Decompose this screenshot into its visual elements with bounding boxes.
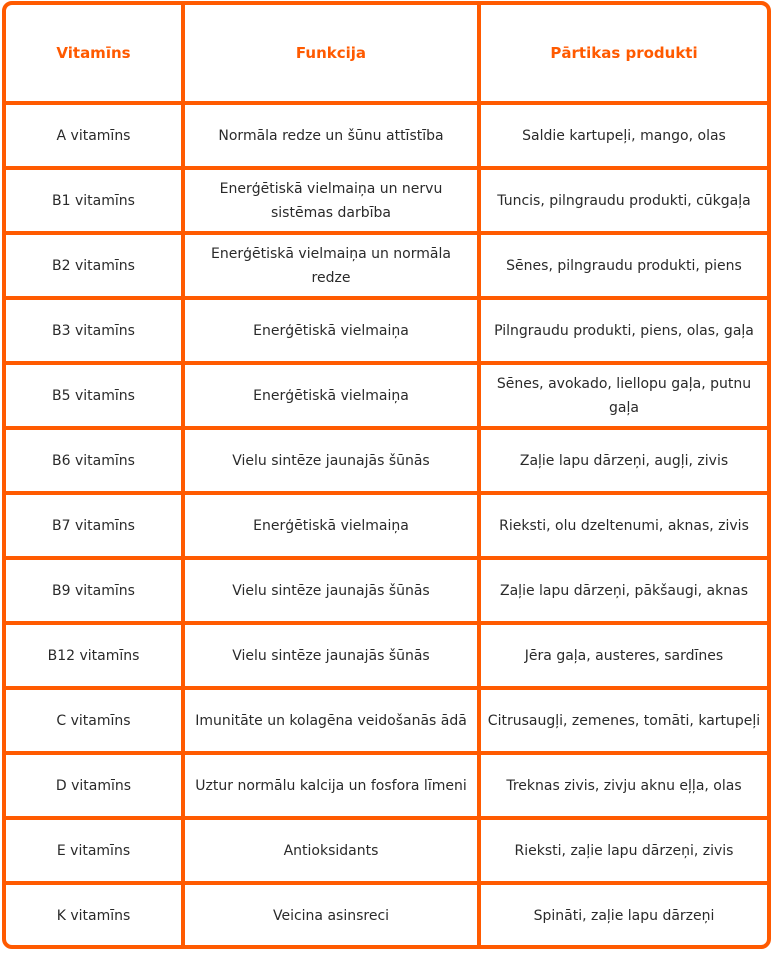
cell-foods: Spināti, zaļie lapu dārzeņi: [479, 883, 767, 946]
cell-function: Normāla redze un šūnu attīstība: [183, 103, 479, 168]
cell-foods: Zaļie lapu dārzeņi, augļi, zivis: [479, 428, 767, 493]
cell-function: Vielu sintēze jaunajās šūnās: [183, 428, 479, 493]
header-foods: Pārtikas produkti: [479, 5, 767, 103]
cell-vitamin: K vitamīns: [6, 883, 183, 946]
cell-vitamin: E vitamīns: [6, 818, 183, 883]
table-row: [6, 558, 767, 623]
table-row: [6, 493, 767, 558]
vitamin-table: [6, 5, 767, 946]
cell-function: Antioksidants: [183, 818, 479, 883]
cell-foods: Tuncis, pilngraudu produkti, cūkgaļa: [479, 168, 767, 233]
vitamin-table-container: [2, 1, 771, 949]
cell-vitamin: B12 vitamīns: [6, 623, 183, 688]
cell-vitamin: A vitamīns: [6, 103, 183, 168]
cell-foods: Treknas zivis, zivju aknu eļļa, olas: [479, 753, 767, 818]
cell-foods: Saldie kartupeļi, mango, olas: [479, 103, 767, 168]
cell-function: Uztur normālu kalcija un fosfora līmeni: [183, 753, 479, 818]
cell-foods: Jēra gaļa, austeres, sardīnes: [479, 623, 767, 688]
cell-function: Imunitāte un kolagēna veidošanās ādā: [183, 688, 479, 753]
cell-function: Veicina asinsreci: [183, 883, 479, 946]
cell-function: Vielu sintēze jaunajās šūnās: [183, 558, 479, 623]
cell-vitamin: B6 vitamīns: [6, 428, 183, 493]
cell-foods: Sēnes, pilngraudu produkti, piens: [479, 233, 767, 298]
cell-vitamin: C vitamīns: [6, 688, 183, 753]
table-row: [6, 688, 767, 753]
cell-function: Enerģētiskā vielmaiņa: [183, 298, 479, 363]
cell-vitamin: B5 vitamīns: [6, 363, 183, 428]
table-row: [6, 233, 767, 298]
cell-foods: Rieksti, olu dzeltenumi, aknas, zivis: [479, 493, 767, 558]
table-row: [6, 623, 767, 688]
table-row: [6, 298, 767, 363]
cell-vitamin: B3 vitamīns: [6, 298, 183, 363]
table-row: [6, 103, 767, 168]
cell-foods: Pilngraudu produkti, piens, olas, gaļa: [479, 298, 767, 363]
cell-foods: Rieksti, zaļie lapu dārzeņi, zivis: [479, 818, 767, 883]
cell-foods: Sēnes, avokado, liellopu gaļa, putnu gaļa: [479, 363, 767, 428]
cell-function: Enerģētiskā vielmaiņa un normāla redze: [183, 233, 479, 298]
table-row: [6, 818, 767, 883]
header-vitamin: Vitamīns: [6, 5, 183, 103]
cell-vitamin: B1 vitamīns: [6, 168, 183, 233]
cell-function: Vielu sintēze jaunajās šūnās: [183, 623, 479, 688]
header-function: Funkcija: [183, 5, 479, 103]
table-row: [6, 168, 767, 233]
cell-function: Enerģētiskā vielmaiņa: [183, 493, 479, 558]
cell-function: Enerģētiskā vielmaiņa: [183, 363, 479, 428]
cell-function: Enerģētiskā vielmaiņa un nervu sistēmas darbība: [183, 168, 479, 233]
cell-vitamin: B2 vitamīns: [6, 233, 183, 298]
cell-vitamin: D vitamīns: [6, 753, 183, 818]
cell-foods: Zaļie lapu dārzeņi, pākšaugi, aknas: [479, 558, 767, 623]
table-row: [6, 883, 767, 946]
table-header-row: [6, 5, 767, 103]
table-row: [6, 753, 767, 818]
cell-foods: Citrusaugļi, zemenes, tomāti, kartupeļi: [479, 688, 767, 753]
table-row: [6, 428, 767, 493]
table-row: [6, 363, 767, 428]
cell-vitamin: B9 vitamīns: [6, 558, 183, 623]
cell-vitamin: B7 vitamīns: [6, 493, 183, 558]
